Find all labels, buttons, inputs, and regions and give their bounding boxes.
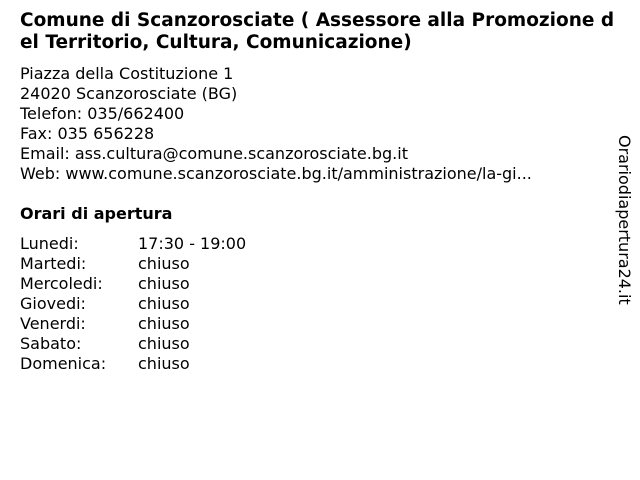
- time-value: chiuso: [138, 314, 190, 333]
- hours-row: [20, 354, 246, 374]
- day-label: Lunedi:: [20, 234, 79, 253]
- time-value: chiuso: [138, 274, 190, 293]
- day-label: Sabato:: [20, 334, 82, 353]
- time-value: chiuso: [138, 334, 190, 353]
- hours-row: [20, 274, 246, 294]
- time-value: chiuso: [138, 254, 190, 273]
- day-label: Domenica:: [20, 354, 107, 373]
- phone-number: Telefon: 035/662400: [20, 104, 185, 123]
- address-city: 24020 Scanzorosciate (BG): [20, 84, 238, 103]
- day-label: Giovedi:: [20, 294, 86, 313]
- time-value: chiuso: [138, 294, 190, 313]
- time-value: chiuso: [138, 354, 190, 373]
- hours-row: [20, 334, 246, 354]
- site-watermark: Orariodiapertura24.it: [615, 135, 634, 305]
- fax-number: Fax: 035 656228: [20, 124, 155, 143]
- address-street: Piazza della Costituzione 1: [20, 64, 234, 83]
- hours-row: [20, 254, 246, 274]
- day-label: Mercoledi:: [20, 274, 103, 293]
- website-link: Web: www.comune.scanzorosciate.bg.it/amministrazione/la-gi...: [20, 164, 532, 183]
- day-label: Martedi:: [20, 254, 87, 273]
- hours-row: [20, 234, 246, 254]
- contact-info: [20, 64, 532, 184]
- time-value: 17:30 - 19:00: [138, 234, 247, 253]
- hours-row: [20, 294, 246, 314]
- hours-table: [20, 234, 246, 374]
- hours-row: [20, 314, 246, 334]
- hours-heading: Orari di apertura: [20, 204, 173, 223]
- day-label: Venerdi:: [20, 314, 86, 333]
- email-address: Email: ass.cultura@comune.scanzorosciate.bg.it: [20, 144, 408, 163]
- page-title: Comune di Scanzorosciate ( Assessore alla Promozione del Territorio, Cultura, Comunicazione): [20, 10, 615, 53]
